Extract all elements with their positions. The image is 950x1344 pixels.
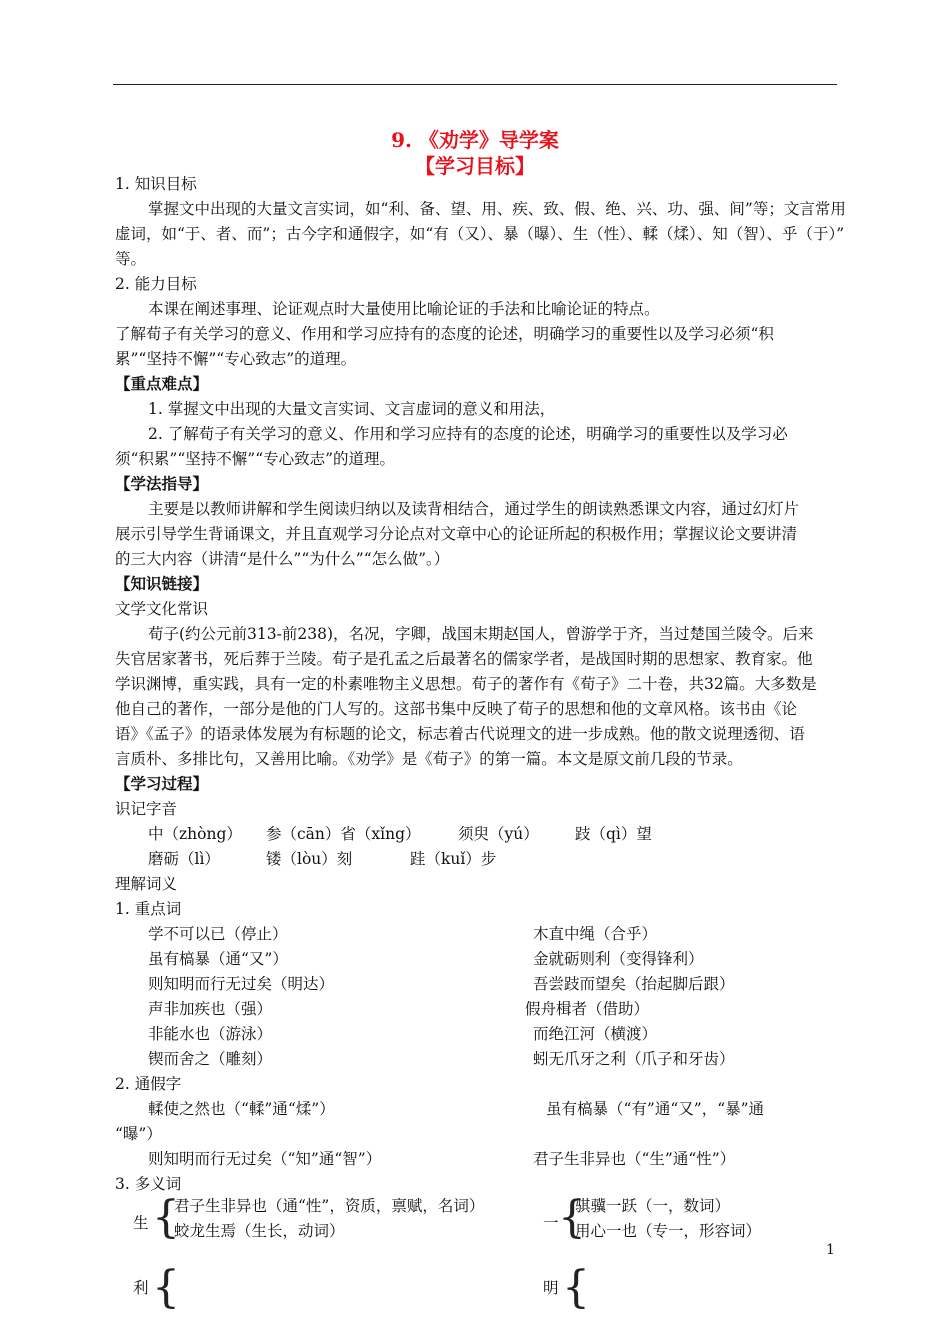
pronunciation-item: 磨砺（lì） (148, 850, 220, 868)
paragraph-line: 等。 (115, 250, 147, 268)
learning-process-heading: 【学习过程】 (115, 774, 209, 793)
vocab-item: 虽有槁暴（通“又”） (148, 950, 288, 968)
vocab-item: 声非加疾也（强） (148, 1000, 273, 1018)
polysemy-item: 君子生非异也（通“性”，资质，禀赋，名词） (174, 1197, 485, 1215)
brace-icon: { (558, 1192, 586, 1243)
vocab-item: 假舟楫者（借助） (525, 1000, 650, 1018)
study-method-heading: 【学法指导】 (115, 474, 209, 493)
vocab-item: 木直中绳（合乎） (533, 925, 658, 943)
paragraph-line: 虚词，如“于、者、而”；古今字和通假字，如“有（又）、暴（曝）、生（性）、輮（煣）、知（智）、乎（于）” (115, 225, 845, 243)
knowledge-link-heading: 【知识链接】 (115, 574, 209, 593)
pronunciation-item: 须臾（yú） (458, 825, 539, 843)
vocab-item: 非能水也（游泳） (148, 1025, 273, 1043)
paragraph-line: 累”“坚持不懈”“专心致志”的道理。 (115, 350, 357, 368)
vocab-item: 锲而舍之（雕刻） (148, 1050, 273, 1068)
vocab-item: 吾尝跂而望矣（抬起脚后跟） (533, 975, 735, 993)
paragraph-line: 学识渊博，重实践，具有一定的朴素唯物主义思想。荀子的著作有《荀子》二十卷，共32篇。大多数是 (115, 675, 817, 693)
vocab-item: 蚓无爪牙之利（爪子和牙齿） (533, 1050, 735, 1068)
subheading: 2. 通假字 (115, 1075, 182, 1093)
polysemy-item: 骐骥一跃（一，数词） (575, 1197, 731, 1215)
key-points-heading: 【重点难点】 (115, 374, 209, 393)
subheading: 文学文化常识 (115, 600, 209, 618)
paragraph-line: 言质朴、多排比句，又善用比喻。《劝学》是《荀子》的第一篇。本文是原文前几段的节录。 (115, 750, 743, 768)
section-heading-objectives: 【学习目标】 (415, 154, 535, 178)
knowledge-goal-heading: 1. 知识目标 (115, 175, 197, 193)
subheading: 3. 多义词 (115, 1175, 182, 1193)
vocab-item: 而绝江河（横渡） (533, 1025, 658, 1043)
brace-icon: { (152, 1262, 180, 1313)
paragraph-line: 展示引导学生背诵课文，并且直观学习分论点对文章中心的论证所起的积极作用；掌握议论文要讲清 (115, 525, 798, 543)
paragraph-line: 了解荀子有关学习的意义、作用和学习应持有的态度的论述，明确学习的重要性以及学习必须“积 (115, 325, 774, 343)
polysemy-char: 一 (543, 1214, 559, 1232)
paragraph-line: 失官居家著书，死后葬于兰陵。荀子是孔孟之后最著名的儒家学者，是战国时期的思想家、教育家。他 (115, 650, 813, 668)
vocab-item: 学不可以已（停止） (148, 925, 288, 943)
header-rule (113, 84, 837, 85)
pronunciation-item: 跬（kuǐ）步 (410, 850, 497, 868)
paragraph-line: 掌握文中出现的大量文言实词，如“利、备、望、用、疾、致、假、绝、兴、功、强、间”等；文言常用 (148, 200, 846, 218)
subheading: 理解词义 (115, 875, 178, 893)
paragraph-line: 荀子(约公元前313-前238)，名况，字卿，战国末期赵国人，曾游学于齐，当过楚国兰陵令。后来 (148, 625, 814, 643)
pronunciation-item: 跂（qì）望 (575, 825, 652, 843)
page-title: 9. 《劝学》导学案 (391, 128, 559, 152)
pronunciation-item: 镂（lòu）刻 (266, 850, 353, 868)
vocab-item: 则知明而行无过矣（明达） (148, 975, 335, 993)
paragraph-line: 主要是以教师讲解和学生阅读归纳以及读背相结合，通过学生的朗读熟悉课文内容，通过幻灯片 (148, 500, 800, 518)
tongjia-item: 则知明而行无过矣（“知”通“智”） (148, 1150, 382, 1168)
paragraph-line: 1. 掌握文中出现的大量文言实词、文言虚词的意义和用法， (148, 400, 556, 418)
polysemy-item: 蛟龙生焉（生长，动词） (174, 1222, 345, 1240)
pronunciation-item: 中（zhòng） (148, 825, 242, 843)
subheading: 1. 重点词 (115, 900, 182, 918)
paragraph-line: 须“积累”“坚持不懈”“专心致志”的道理。 (115, 450, 396, 468)
polysemy-char: 利 (133, 1279, 149, 1297)
tongjia-item: “曝”） (115, 1125, 162, 1143)
pronunciation-item: 参（cān）省（xǐng） (266, 825, 421, 843)
tongjia-item: 虽有槁暴（“有”通“又”，“暴”通 (546, 1100, 765, 1118)
paragraph-line: 语》《孟子》的语录体发展为有标题的论文，标志着古代说理文的进一步成熟。他的散文说理透彻、语 (115, 725, 805, 743)
brace-icon: { (152, 1192, 180, 1243)
tongjia-item: 輮使之然也（“輮”通“煣”） (148, 1100, 335, 1118)
vocab-item: 金就砺则利（变得锋利） (533, 950, 704, 968)
paragraph-line: 的三大内容（讲清“是什么”“为什么”“怎么做”。） (115, 550, 450, 568)
page-number: 1 (826, 1242, 835, 1258)
ability-goal-heading: 2. 能力目标 (115, 275, 197, 293)
paragraph-line: 2. 了解荀子有关学习的意义、作用和学习应持有的态度的论述，明确学习的重要性以及学习必 (148, 425, 788, 443)
brace-icon: { (562, 1262, 590, 1313)
subheading: 识记字音 (115, 800, 178, 818)
polysemy-char: 生 (133, 1214, 149, 1232)
paragraph-line: 他自己的著作，一部分是他的门人写的。这部书集中反映了荀子的思想和他的文章风格。该书由《论 (115, 700, 798, 718)
paragraph-line: 本课在阐述事理、论证观点时大量使用比喻论证的手法和比喻论证的特点。 (148, 300, 660, 318)
polysemy-char: 明 (543, 1279, 559, 1297)
polysemy-item: 用心一也（专一，形容词） (575, 1222, 762, 1240)
tongjia-item: 君子生非异也（“生”通“性”） (533, 1150, 736, 1168)
